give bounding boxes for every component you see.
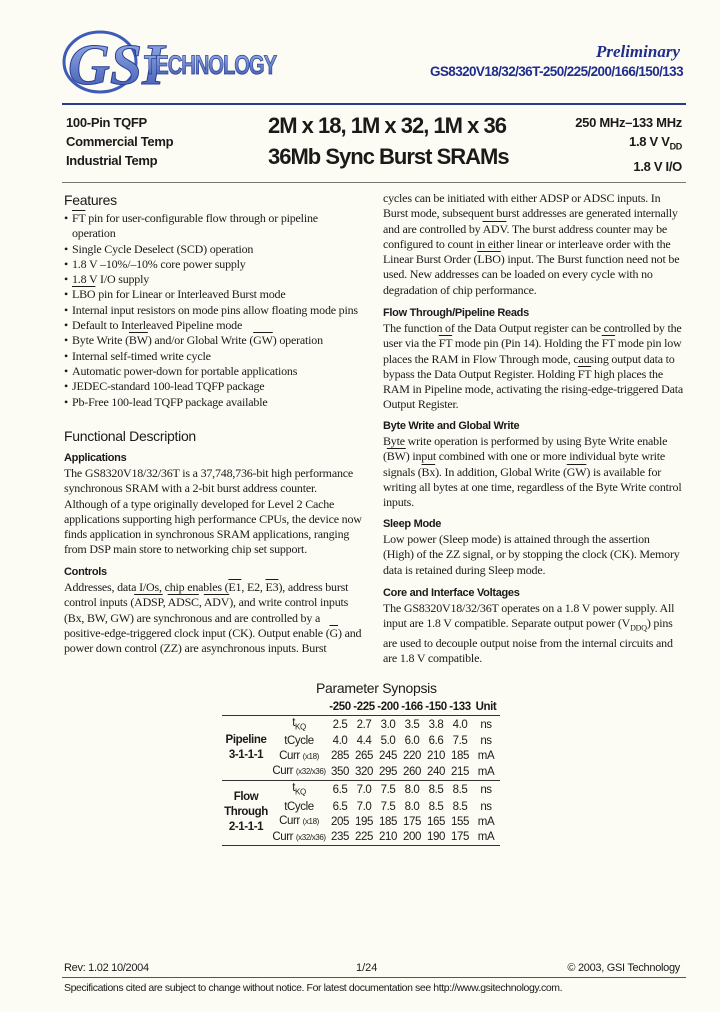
parameter-synopsis-table	[222, 700, 500, 846]
table-cell: 185	[379, 815, 397, 828]
unit-cell: mA	[477, 831, 495, 844]
table-cell: 165	[427, 815, 445, 828]
package-info	[66, 113, 173, 170]
core-voltages-text: The GS8320V18/32/36T operates on a 1.8 V power supply. All input are 1.8 V compatible. Separate output power $(V_{DDQ})$ pins are used to decouple output noise from the internal circuits and are 1.8 V compatible.	[383, 601, 675, 666]
flow-through-text: The function of the Data Output register can be controlled by the user via the $\overline{FT}$ mode pin (Pin 14). Holding the $\overline{FT}$ mode pin low places the RAM in Flow Through mode, causing output data to bypass the Data Output Register. Holding $\overline{FT}$ high places the RAM in Pipeline mode, activating the rising-edge-triggered Data Output Register.	[383, 321, 683, 412]
param-name: tCycle	[284, 735, 314, 748]
table-cell: 3.5	[404, 718, 420, 731]
unit-cell: mA	[477, 750, 495, 763]
header-divider	[62, 103, 686, 105]
param-name: Curr (x32/x36)	[272, 830, 326, 843]
table-cell: 245	[379, 750, 397, 763]
param-name: tCycle	[284, 800, 314, 813]
product-title-line2: 36Mb Sync Burst SRAMs	[268, 144, 509, 169]
sleep-mode-text: Low power (Sleep mode) is attained through the assertion (High) of the ZZ signal, or by stopping the clock (CK). Memory data is retained during Sleep mode.	[383, 532, 680, 577]
byte-write-heading: Byte Write and Global Write	[383, 420, 520, 432]
param-name: Curr (x18)	[279, 749, 319, 762]
table-cell: 195	[355, 815, 373, 828]
feature-item: • Byte Write $(\overline{BW})$ and/or Global Write $(\overline{GW})$ operation	[64, 333, 364, 348]
controls-heading: Controls	[64, 566, 107, 578]
frequency-range: 250 MHz–133 MHz	[575, 115, 682, 130]
unit-cell: mA	[477, 815, 495, 828]
col-166: -166	[401, 701, 423, 713]
table-cell: 215	[451, 765, 469, 778]
table-cell: 155	[451, 815, 469, 828]
table-cell: 3.8	[428, 718, 444, 731]
controls-text: Addresses, data I/Os, chip enables (E1, E2, E3), address burst control inputs (ADSP, ADSC, $\overline{ADV}$), and write control inputs (Bx, BW, GW) are synchronous and are controlled by a positive-edge-triggered clock input (CK). Output enable $(\overline{G})$ and power down control (ZZ) are asynchronous inputs. Burst	[64, 580, 362, 656]
revision-label: Rev: 1.02 10/2004	[64, 962, 149, 974]
table-cell: 185	[451, 750, 469, 763]
package-label: 100-Pin TQFP	[66, 115, 147, 130]
table-cell: 8.5	[452, 800, 468, 813]
gsi-technology-logo	[60, 22, 280, 102]
col-133: -133	[449, 701, 471, 713]
copyright-label: © 2003, GSI Technology	[567, 962, 680, 974]
table-cell: 6.0	[404, 735, 420, 748]
feature-item: • Default to Interleaved Pipeline mode	[64, 318, 364, 333]
vdd-spec: 1.8 V $V_{DD}$	[629, 134, 682, 152]
table-cell: 265	[355, 750, 373, 763]
table-cell: 210	[379, 831, 397, 844]
table-cell: 6.5	[332, 800, 348, 813]
table-row	[222, 715, 500, 734]
industrial-temp-label: Industrial Temp	[66, 153, 158, 168]
part-number: GS8320V18/32/36T-250/225/200/166/150/133	[430, 64, 683, 79]
table-cell: 205	[331, 815, 349, 828]
flow-through-heading: Flow Through/Pipeline Reads	[383, 307, 529, 319]
table-cell: 235	[331, 831, 349, 844]
table-cell: 7.5	[452, 735, 468, 748]
table-cell: 8.0	[404, 800, 420, 813]
col-250: -250	[329, 701, 351, 713]
unit-cell: mA	[477, 765, 495, 778]
table-cell: 4.0	[332, 735, 348, 748]
feature-item: • $\overline{FT}$ pin for user-configurable flow through or pipeline operation	[64, 211, 364, 242]
table-cell: 7.5	[380, 800, 396, 813]
table-cell: 2.7	[356, 718, 372, 731]
unit-cell: ns	[480, 735, 492, 748]
feature-item: • Automatic power-down for portable applications	[64, 364, 364, 379]
table-cell: 5.0	[380, 735, 396, 748]
footer-divider	[62, 977, 686, 978]
byte-write-text: Byte write operation is performed by using Byte Write enable $(\overline{BW})$ input combined with one or more individual byte write signals $(\overline{Bx})$. In addition, Global Write $(\overline{GW})$ is available for writing all bytes at one time, regardless of the Byte Write control inputs.	[383, 434, 682, 510]
functional-description-heading: Functional Description	[64, 428, 196, 444]
table-cell: 7.5	[380, 783, 396, 796]
param-name: Curr (x18)	[279, 815, 319, 828]
table-cell: 8.5	[428, 783, 444, 796]
feature-item: • Internal self-timed write cycle	[64, 349, 364, 364]
table-cell: 190	[427, 831, 445, 844]
io-spec: 1.8 V I/O	[633, 158, 682, 174]
features-list	[64, 211, 364, 410]
table-cell: 240	[427, 765, 445, 778]
feature-item: • 1.8 V I/O supply	[64, 272, 364, 287]
preliminary-label: Preliminary	[595, 42, 680, 61]
col-225: -225	[353, 701, 375, 713]
table-cell: 295	[379, 765, 397, 778]
table-cell: 8.0	[404, 783, 420, 796]
table-cell: 350	[331, 765, 349, 778]
table-cell: 175	[451, 831, 469, 844]
product-title-line1: 2M x 18, 1M x 32, 1M x 36	[268, 113, 506, 138]
feature-item: • Single Cycle Deselect (SCD) operation	[64, 242, 364, 257]
footer-note: Specifications cited are subject to change without notice. For latest documentation see http://www.gsitechnology.com.	[64, 982, 563, 994]
table-cell: 2.5	[332, 718, 348, 731]
table-row	[222, 780, 500, 799]
param-name: $t_{KQ}$	[292, 716, 306, 731]
feature-item: • Internal input resistors on mode pins allow floating mode pins	[64, 303, 364, 318]
spec-summary	[575, 113, 682, 176]
unit-cell: ns	[480, 718, 492, 731]
applications-text: The GS8320V18/32/36T is a 37,748,736-bit high performance synchronous SRAM with a 2-bit burst address counter. Although of a type originally developed for Level 2 Cache applications supporting high performance CPUs, the device now finds application in synchronous SRAM applications, ranging from DSP main store to networking chip set support.	[64, 466, 362, 557]
param-name: Curr (x32/x36)	[272, 765, 326, 778]
table-cell: 260	[403, 765, 421, 778]
feature-item: • Pb-Free 100-lead TQFP package available	[64, 395, 364, 410]
unit-cell: ns	[480, 800, 492, 813]
table-header-row	[222, 700, 500, 715]
features-heading: Features	[64, 192, 117, 208]
table-cell: 7.0	[356, 783, 372, 796]
feature-item: • $\overline{LBO}$ pin for Linear or Interleaved Burst mode	[64, 287, 364, 302]
table-cell: 3.0	[380, 718, 396, 731]
unit-cell: ns	[480, 783, 492, 796]
svg-text:GSI: GSI	[68, 32, 165, 97]
parameter-synopsis-title: Parameter Synopsis	[316, 680, 437, 696]
col-150: -150	[425, 701, 447, 713]
feature-item: • JEDEC-standard 100-lead TQFP package	[64, 379, 364, 394]
applications-heading: Applications	[64, 452, 127, 464]
param-name: $t_{KQ}$	[292, 781, 306, 797]
features-list-container	[64, 211, 364, 410]
feature-item: • 1.8 V –10%/–10% core power supply	[64, 257, 364, 272]
table-cell: 8.5	[428, 800, 444, 813]
table-cell: 210	[427, 750, 445, 763]
sleep-mode-heading: Sleep Mode	[383, 518, 442, 530]
col-200: -200	[377, 701, 399, 713]
table-cell: 200	[403, 831, 421, 844]
group-label: Flow Through 2-1-1-1	[224, 791, 268, 834]
core-voltages-heading: Core and Interface Voltages	[383, 587, 520, 599]
table-cell: 220	[403, 750, 421, 763]
group-label: Pipeline 3-1-1-1	[225, 733, 267, 761]
info-divider	[62, 182, 686, 183]
table-cell: 225	[355, 831, 373, 844]
table-cell: 285	[331, 750, 349, 763]
table-cell: 6.5	[332, 783, 348, 796]
page-number: 1/24	[356, 962, 378, 974]
table-cell: 7.0	[356, 800, 372, 813]
table-cell: 4.4	[356, 735, 372, 748]
col-unit: Unit	[475, 701, 497, 713]
table-cell: 175	[403, 815, 421, 828]
table-cell: 320	[355, 765, 373, 778]
table-cell: 4.0	[452, 718, 468, 731]
svg-text:TECHNOLOGY: TECHNOLOGY	[144, 50, 278, 80]
table-cell: 8.5	[452, 783, 468, 796]
table-cell: 6.6	[428, 735, 444, 748]
commercial-temp-label: Commercial Temp	[66, 134, 174, 149]
burst-text: cycles can be initiated with either ADSP or ADSC inputs. In Burst mode, subsequent burst addresses are generated internally and are controlled by $\overline{ADV}$. The burst address counter may be configured to count in either linear or interleave order with the Linear Burst Order $(\overline{LBO})$ input. The Burst function need not be used. New addresses can be loaded on every cycle with no degradation of chip performance.	[383, 191, 680, 297]
